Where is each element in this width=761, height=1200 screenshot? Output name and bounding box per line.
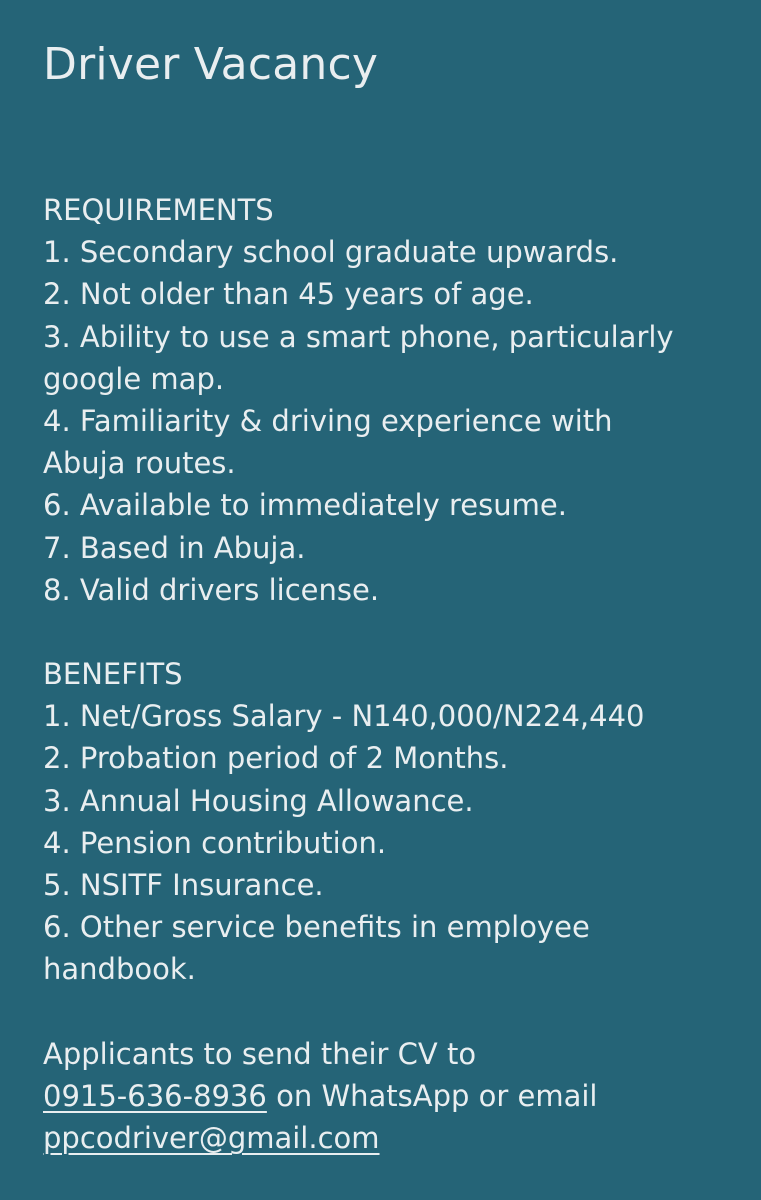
- benefit-item: 4. Pension contribution.: [43, 825, 387, 860]
- apply-text: Applicants to send their CV to: [43, 1037, 477, 1071]
- page-title: Driver Vacancy: [43, 39, 379, 90]
- requirement-item: 3. Ability to use a smart phone, particularly: [43, 319, 674, 354]
- requirement-item: 1. Secondary school graduate upwards.: [43, 235, 619, 270]
- benefit-item: 6. Other service benefits in employee: [43, 910, 590, 945]
- requirement-item: 2. Not older than 45 years of age.: [43, 277, 534, 312]
- requirements-section: [43, 189, 743, 611]
- requirement-item-continued: Abuja routes.: [43, 446, 236, 481]
- requirement-item: 4. Familiarity & driving experience with: [43, 404, 613, 439]
- email-link[interactable]: ppcodriver@gmail.com: [43, 1121, 380, 1156]
- phone-link[interactable]: 0915-636-8936: [43, 1079, 267, 1114]
- application-instructions: [43, 1033, 743, 1160]
- requirement-item: 8. Valid drivers license.: [43, 572, 380, 607]
- benefit-item: 5. NSITF Insurance.: [43, 868, 324, 903]
- apply-middle-text: on WhatsApp or email: [266, 1079, 598, 1114]
- benefit-item: 2. Probation period of 2 Months.: [43, 741, 509, 776]
- apply-contact-line: [43, 1075, 743, 1117]
- requirement-item-continued: google map.: [43, 361, 225, 396]
- apply-email-line: [43, 1117, 743, 1159]
- benefit-item-continued: handbook.: [43, 952, 196, 987]
- benefit-item: 3. Annual Housing Allowance.: [43, 783, 474, 818]
- requirement-item: 6. Available to immediately resume.: [43, 488, 567, 523]
- benefits-section: [43, 653, 743, 991]
- requirements-heading: REQUIREMENTS: [43, 193, 274, 227]
- benefit-item: 1. Net/Gross Salary - N140,000/N224,440: [43, 699, 645, 734]
- requirement-item: 7. Based in Abuja.: [43, 530, 306, 565]
- benefits-heading: BENEFITS: [43, 657, 183, 691]
